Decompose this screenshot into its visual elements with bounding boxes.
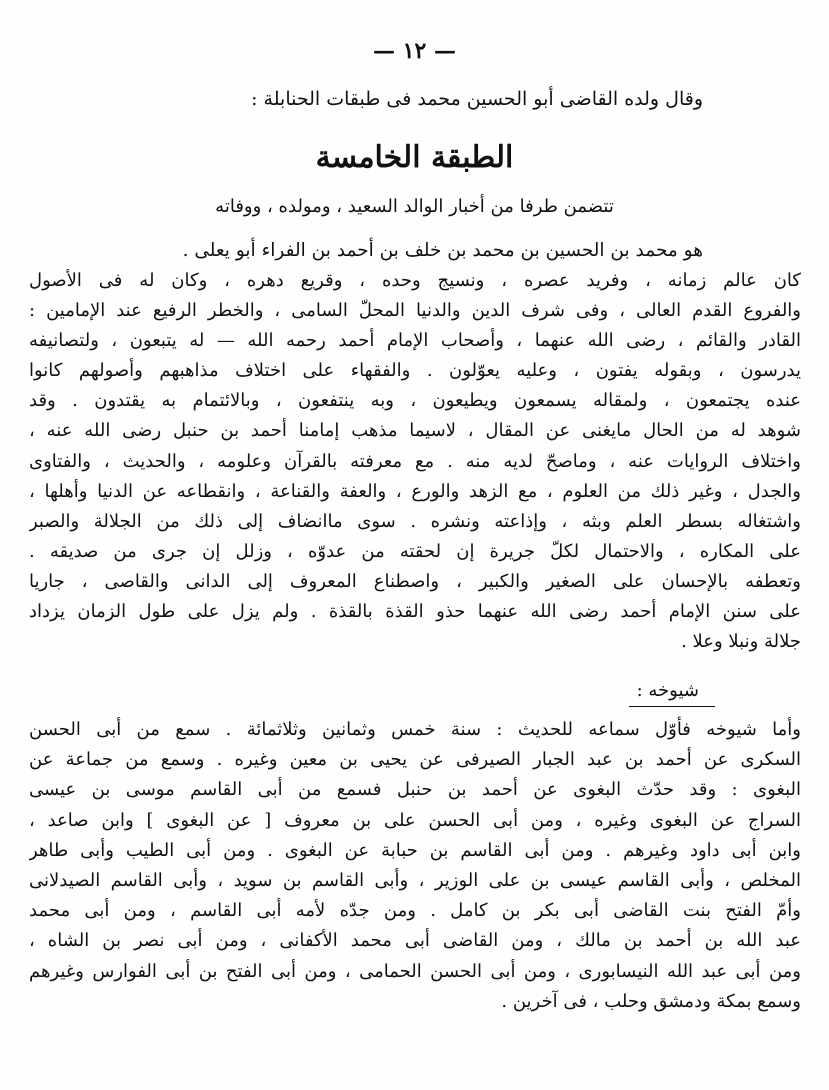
text-line: القادر والقائم ، رضى الله عنهما ، وأصحاب الإمام أحمد رحمه الله — له يتبعون ، ولتصانيفه — [29, 330, 801, 352]
text-line: عنده يجتمعون ، ولمقاله يسمعون ويطيعون ، وبه ينتفعون ، وبالائتمام به يقتدون . وقد — [29, 390, 801, 412]
biography-paragraph — [29, 266, 801, 657]
text-line: ومن أبى عبد الله النيسابورى ، ومن أبى الحسن الحمامى ، ومن أبى الفتح بن أبى الفوارس وغيرهم — [29, 960, 801, 982]
section-subheading: تتضمن طرفا من أخبار الوالد السعيد ، ومولده ، ووفاته — [215, 196, 614, 217]
text-line: السكرى عن أحمد بن عبد الجبار الصيرفى عن يحيى بن معين وغيره . وسمع من جماعة عن — [29, 749, 801, 771]
text-line: وسمع بمكة ودمشق وحلب ، فى آخرين . — [501, 990, 801, 1012]
text-line: وأمّ الفتح بنت القاضى أبى بكر بن كامل . ومن جدّه لأمه أبى القاسم ، ومن أبى محمد — [29, 900, 801, 922]
text-line: المخلص ، وأبى القاسم عيسى بن على الوزير ، وأبى القاسم بن سويد ، وأبى القاسم الصيدلانى — [29, 869, 801, 891]
text-line: وابن أبى داود وغيرهم . ومن أبى القاسم بن حبابة عن البغوى . ومن أبى الطيب وأبى طاهر — [29, 839, 801, 861]
shuyukh-label — [637, 680, 699, 703]
shuyukh-paragraph — [29, 715, 801, 1017]
text-line: وأما شيوخه فأوّل سماعه للحديث : سنة خمس وثمانين وثلاثمائة . سمع من أبى الحسن — [29, 719, 801, 740]
text-line: عبد الله بن أحمد بن مالك ، ومن القاضى أبى محمد الأكفانى ، ومن أبى نصر بن الشاه ، — [29, 930, 801, 952]
text-line: والفروع القدم العالى ، وفى شرف الدين والدنيا المحلّ السامى ، والخطر الرفيع عند الإمامين : — [29, 300, 801, 322]
shuyukh-label-text: شيوخه : — [636, 680, 699, 701]
text-line: واشتغاله بسطر العلم وبثه ، وإذاعته ونشره . سوى ماانضاف إلى ذلك من الجلالة والصبر — [29, 510, 801, 532]
text-line: كان عالم زمانه ، وفريد عصره ، ونسيج وحده ، وقريع دهره ، وكان له فى الأصول — [29, 270, 801, 291]
text-line: والجدل ، وغير ذلك من العلوم ، مع الزهد والورع ، والعفة والقناعة ، وانقطاعه عن الدنيا وأهلها ، — [29, 480, 801, 502]
text-line: على سنن الإمام أحمد رضى الله عنهما حذو القذة بالقذة . ولم يزل على طول الزمان يزداد — [29, 601, 801, 623]
section-heading: الطبقة الخامسة — [315, 140, 514, 175]
text-line: السراج عن البغوى وغيره ، ومن أبى الحسن على بن معروف [ عن البغوى ] وابن صاعد ، — [29, 809, 801, 831]
label-underline — [629, 706, 715, 707]
text-line: على المكاره ، والاحتمال لكلّ جريرة إن لحقته من عدوّه ، وزلل إن جرى من صديقه . — [29, 540, 801, 562]
text-line: وتعطفه بالإحسان على الصغير والكبير ، واصطناع المعروف إلى الدانى والقاصى ، جاريا — [29, 570, 801, 592]
text-line: جلالة ونبلا وعلا . — [681, 631, 801, 653]
text-line: البغوى : وقد حدّث البغوى عن أحمد بن حنبل فسمع من أبى القاسم موسى بن عيسى — [29, 779, 801, 801]
intro-line: وقال ولده القاضى أبو الحسين محمد فى طبقات الحنابلة : — [251, 88, 703, 110]
text-line: شوهد له من الحال مايغنى عن المقال ، لاسيما مذهب إمامنا أحمد بن حنبل رضى الله عنه ، — [29, 420, 801, 442]
text-line: يدرسون ، وبقوله يفتون ، وعليه يعوّلون . والفقهاء على اختلاف مذاهبهم وأصولهم كانوا — [29, 360, 801, 382]
text-line: واختلاف الروايات عنه ، وماصحّ لديه منه . مع معرفته بالقرآن وعلومه ، والحديث ، والفتاوى — [29, 450, 801, 472]
page-number: — ١٢ — — [373, 38, 456, 64]
lineage-line: هو محمد بن الحسين بن محمد بن خلف بن أحمد بن الفراء أبو يعلى . — [182, 240, 703, 261]
